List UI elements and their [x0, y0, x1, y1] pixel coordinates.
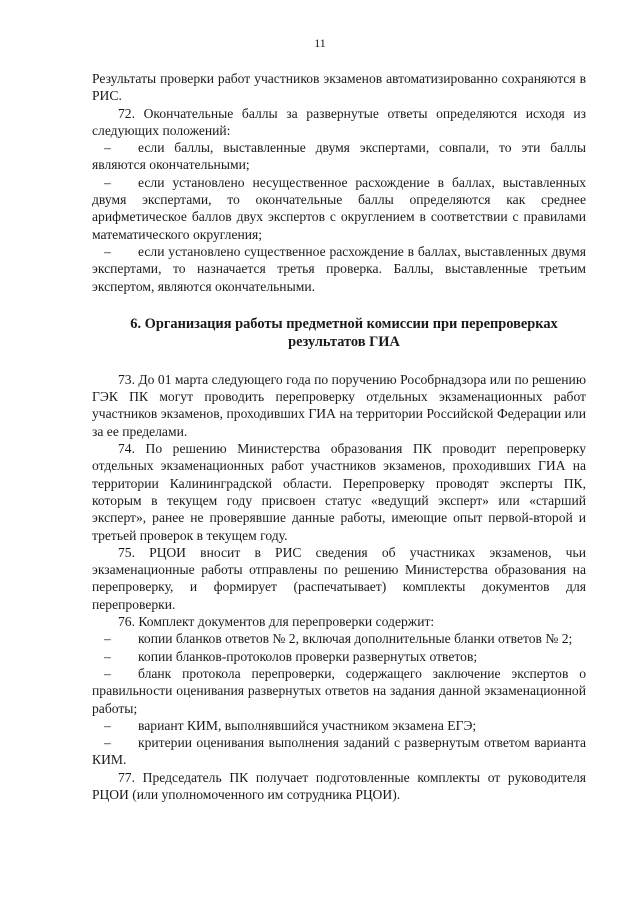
list-dash: – [104, 174, 111, 190]
list-item [92, 734, 586, 769]
list-dash: – [104, 717, 111, 733]
list-dash: – [104, 735, 111, 751]
paragraph: 76. Комплект документов для перепроверки содержит: [118, 614, 435, 630]
list-item [92, 717, 586, 734]
paragraph: 77. Председатель ПК получает подготовленные комплекты от руководителя РЦОИ (или уполномоченного им сотрудника РЦОИ). [92, 769, 586, 802]
list-item [92, 243, 586, 295]
list-item-text: бланк протокола перепроверки, содержащего заключение экспертов о правильности оценивания развернутых ответов на задания данной экзаменационной работы; [92, 665, 586, 716]
list-item [92, 174, 586, 243]
paragraph: 74. По решению Министерства образования ПК проводит перепроверку отдельных экзаменационных работ участников экзаменов, проходивших ГИА на территории Калининградской области. Перепроверку проводят эксперты ПК, которым в текущем году присвоен статус «ведущий эксперт» или «старший эксперт», ранее не проверявшие данные работы, имеющие опыт первой-второй и третьей проверок в текущем году. [92, 441, 586, 543]
list-dash: – [104, 243, 111, 259]
list-item-text: если баллы, выставленные двумя экспертами, совпали, то эти баллы являются окончательными; [92, 140, 586, 173]
list-dash: – [104, 648, 111, 664]
list-item [92, 665, 586, 717]
list-item-text: если установлено существенное расхождение в баллах, выставленных двумя экспертами, то назначается третья проверка. Баллы, выставленные третьим экспертом, являются окончательными. [92, 243, 586, 294]
paragraph: 72. Окончательные баллы за развернутые ответы определяются исходя из следующих положений: [92, 105, 586, 138]
list-dash: – [104, 140, 111, 156]
list-item-text: копии бланков ответов № 2, включая дополнительные бланки ответов № 2; [138, 631, 573, 647]
list-item [92, 648, 586, 665]
list-dash: – [104, 665, 111, 681]
list-item [92, 139, 586, 174]
paragraph: 75. РЦОИ вносит в РИС сведения об участниках экзаменов, чьи экзаменационные работы отправлены по решению Министерства образования на перепроверку, и формирует (распечатывает) комплекты документов для перепроверки. [92, 544, 586, 612]
paragraph: Результаты проверки работ участников экзаменов автоматизированно сохраняются в РИС. [92, 71, 586, 104]
paragraph: 73. До 01 марта следующего года по поручению Рособрнадзора или по решению ГЭК ПК могут проводить перепроверку отдельных экзаменационных работ участников экзаменов, проходивших ГИА на территории Российской Федерации или за ее пределами. [92, 371, 586, 439]
list-item [92, 630, 586, 647]
page-number: 11 [314, 36, 326, 50]
list-item-text: критерии оценивания выполнения заданий с развернутым ответом варианта КИМ. [92, 735, 586, 768]
document-body [92, 70, 586, 803]
list-dash: – [104, 631, 111, 647]
section-heading: 6. Организация работы предметной комиссии при перепроверках результатов ГИА [130, 315, 558, 350]
list-item-text: вариант КИМ, выполнявшийся участником экзамена ЕГЭ; [138, 717, 477, 733]
list-item-text: копии бланков-протоколов проверки развернутых ответов; [138, 648, 478, 664]
list-item-text: если установлено несущественное расхождение в баллах, выставленных двумя экспертами, то окончательные баллы определяются как среднее арифметическое баллов двух экспертов с округлением в соответствии с правилами математического округления; [92, 174, 586, 242]
